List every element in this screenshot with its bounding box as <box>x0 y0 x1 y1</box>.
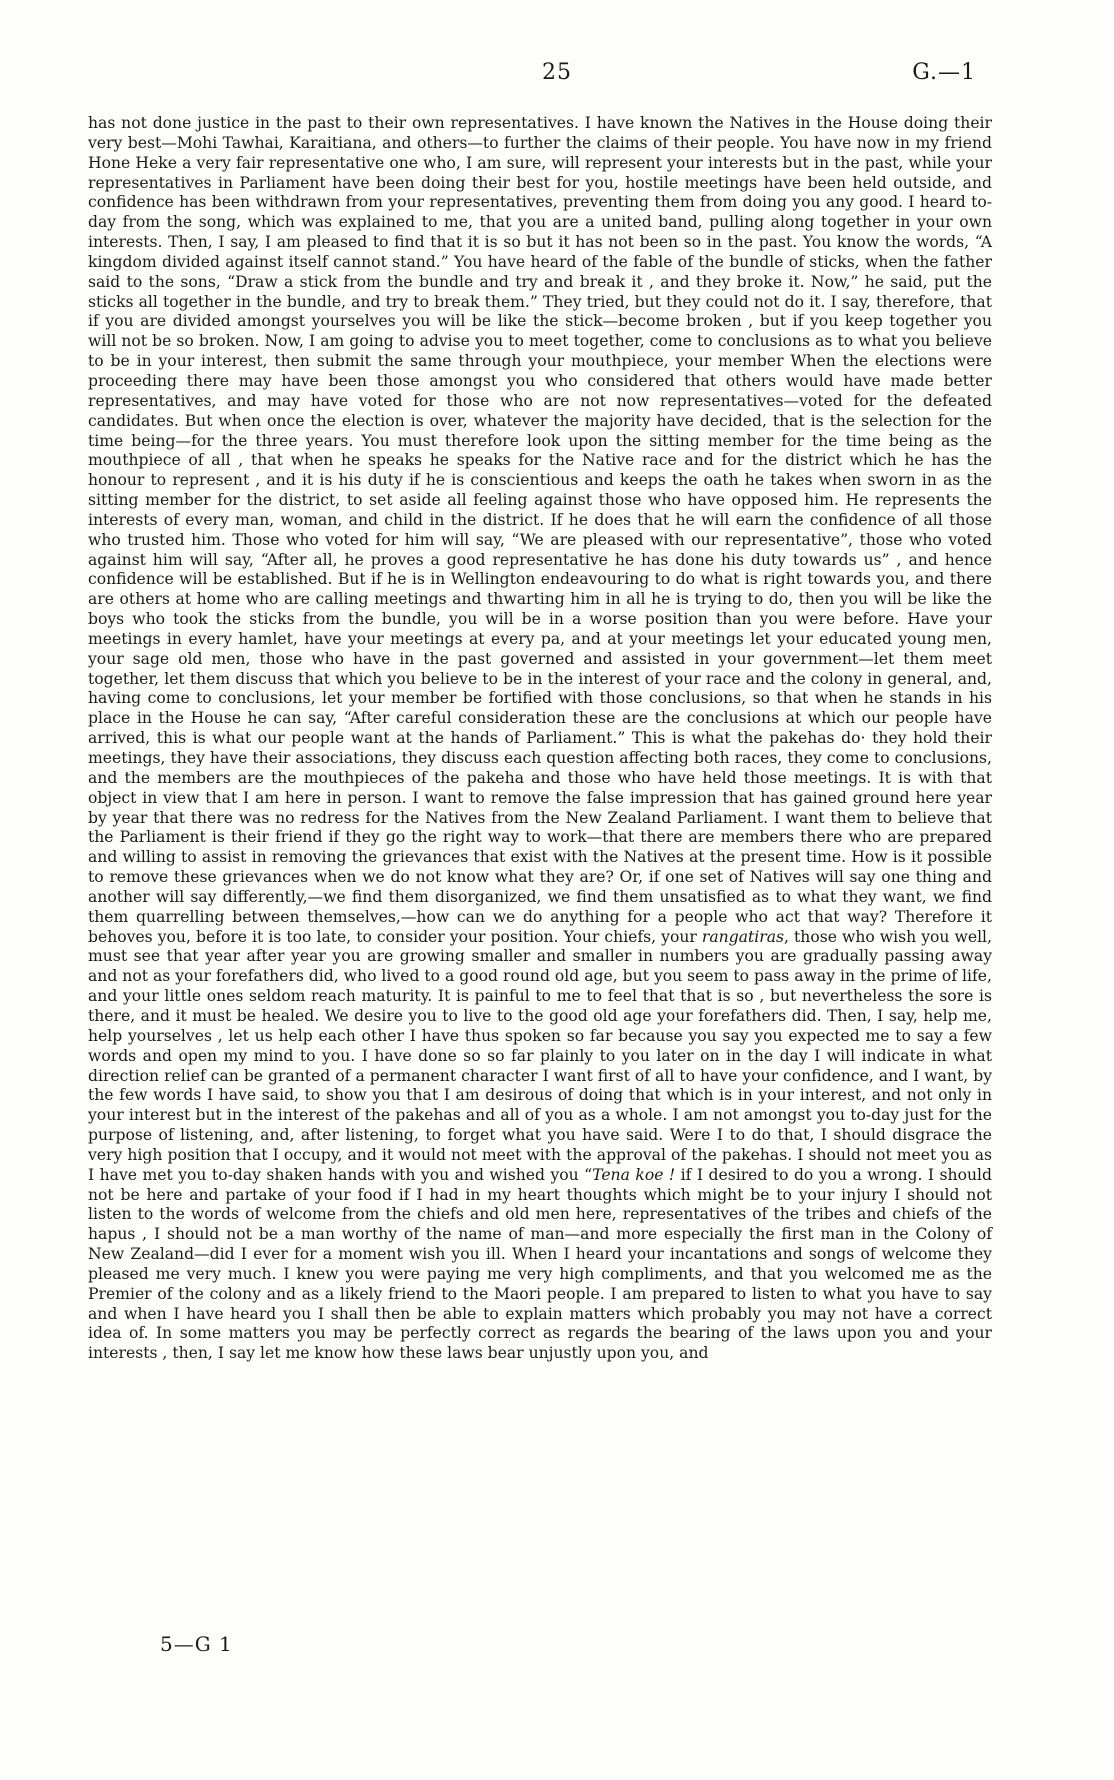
text-segment: , those who wish you well, must see that year after year you are growing smaller and smaller in numbers you are gradually passing away and not as your forefathers did, who lived to a good round old age, but you seem to pass away in the prime of life, and your little ones seldom reach maturity. It is painful to me to feel that that is so , but nevertheless the sore is there, and it must be healed. We desire you to live to the good old age your forefathers did. Then, I say, help me, help yourselves , let us help each other I have thus spoken so far because you say you expected me to say a few words and open my mind to you. I have done so so far plainly to you later on in the day I will indicate in what direction relief can be granted of a permanent character I want first of all to have your confidence, and I want, by the few words I have said, to show you that I am desirous of doing that which is in your interest, and not only in your interest but in the interest of the pakehas and all of you as a whole. I am not amongst you to-day just for the purpose of listening, and, after listening, to forget what you have said. Were I to do that, I should disgrace the very high position that I occupy, and it would not meet with the approval of the pakehas. I should not meet you as I have met you to-day shaken hands with you and wished you “ <box>88 927 993 1184</box>
body-text <box>88 114 992 1364</box>
text-segment: has not done justice in the past to their own representatives. I have known the Natives in the House doing their very best—Mohi Tawhai, Karaitiana, and others—to further the claims of their people. You have now in my friend Hone Heke a very fair representative one who, I am sure, will represent your interests but in the past, while your representatives in Parliament have been doing their best for you, hostile meetings have been held outside, and confidence has been withdrawn from your representatives, preventing them from doing you any good. I heard to-day from the song, which was explained to me, that you are a united band, pulling along together in your own interests. Then, I say, I am pleased to find that it is so but it has not been so in the past. You know the words, “A kingdom divided against itself cannot stand.” You have heard of the fable of the bundle of sticks, when the father said to the sons, “Draw a stick from the bundle and try and break it , and they broke it. Now,” he said, put the sticks all together in the bundle, and try to break them.” They tried, but they could not do it. I say, therefore, that if you are divided amongst yourselves you will be like the stick—become broken , but if you keep together you will not be so broken. Now, I am going to advise you to meet together, come to conclusions as to what you believe to be in your interest, then submit the same through your mouthpiece, your member When the elections were proceeding there may have been those amongst you who considered that others would have made better representatives, and may have voted for those who are not now representatives—voted for the defeated candidates. But when once the election is over, whatever the majority have decided, that is the selection for the time being—for the three years. You must therefore look upon the sitting member for the time being as the mouthpiece of all , that when he speaks he speaks for the Native race and for the district which he has the honour to represent , and it is his duty if he is conscientious and keeps the oath he takes when sworn in as the sitting member for the district, to set aside all feeling against those who have opposed him. He represents the interests of every man, woman, and child in the district. If he does that he will earn the confidence of all those who trusted him. Those who voted for him will say, “We are pleased with our representative”, those who voted against him will say, “After all, he proves a good representative he has done his duty towards us” , and hence confidence will be established. But if he is in Wellington endeavouring to do what is right towards you, and there are others at home who are calling meetings and thwarting him in all he is trying to do, then you will be like the boys who took the sticks from the bundle, you will be in a worse position than you were before. Have your meetings in every hamlet, have your meetings at every pa, and at your meetings let your educated young men, your sage old men, those who have in the past governed and assisted in your government—let them meet together, let them discuss that which you believe to be in the interest of your race and the colony in general, and, having come to conclusions, let your member be fortified with those conclusions, so that when he stands in his place in the House he can say, “After careful consideration these are the conclusions at which our people have arrived, this is what our people want at the hands of Parliament.” This is what the pakehas do· they hold their meetings, they have their associations, they discuss each question affecting both races, they come to conclusions, and the members are the mouthpieces of the pakeha and those who have held those meetings. It is with that object in view that I am here in person. I want to remove the false impression that has gained ground here year by year that there was no redress for the Natives from the New Zealand Parliament. I want them to believe that the Parliament is their friend if they go the right way to work—that there are members there who are prepared and willing to assist in removing the grievances that exist with the Natives at the present time. How is it possible to remove these grievances when we do not know what they are? Or, if one set of Natives will say one thing and another will say differently,—we find them disorganized, we find them unsatisfied as to what they want, we find them quarrelling between themselves,—how can we do anything for a people who act that way? Therefore it behoves you, before it is too late, to consider your position. Your chiefs, your <box>88 114 992 946</box>
italic-term-rangatiras: rangatiras <box>701 927 785 946</box>
series-code: G.—1 <box>912 60 976 85</box>
signature-mark: 5—G 1 <box>160 1632 233 1656</box>
body-paragraph <box>88 114 992 1364</box>
text-segment: if I desired to do you a wrong. I should not be here and partake of your food if I had in my heart thoughts which might be to your injury I should not listen to the words of welcome from the chiefs and old men here, representatives of the tribes and chiefs of the hapus , I should not be a man worthy of the name of man—and more especially the first man in the Colony of New Zealand—did I ever for a moment wish you ill. When I heard your incantations and songs of welcome they pleased me very much. I knew you were paying me very high compliments, and that you welcomed me as the Premier of the colony and as a likely friend to the Maori people. I am prepared to listen to what you have to say and when I have heard you I shall then be able to explain matters which probably you may not have a correct idea of. In some matters you may be perfectly correct as regards the bearing of the laws upon you and your interests , then, I say let me know how these laws bear unjustly upon you, and <box>88 1165 992 1363</box>
italic-greeting-tena-koe: Tena koe ! <box>592 1165 676 1184</box>
page-number: 25 <box>542 60 572 85</box>
